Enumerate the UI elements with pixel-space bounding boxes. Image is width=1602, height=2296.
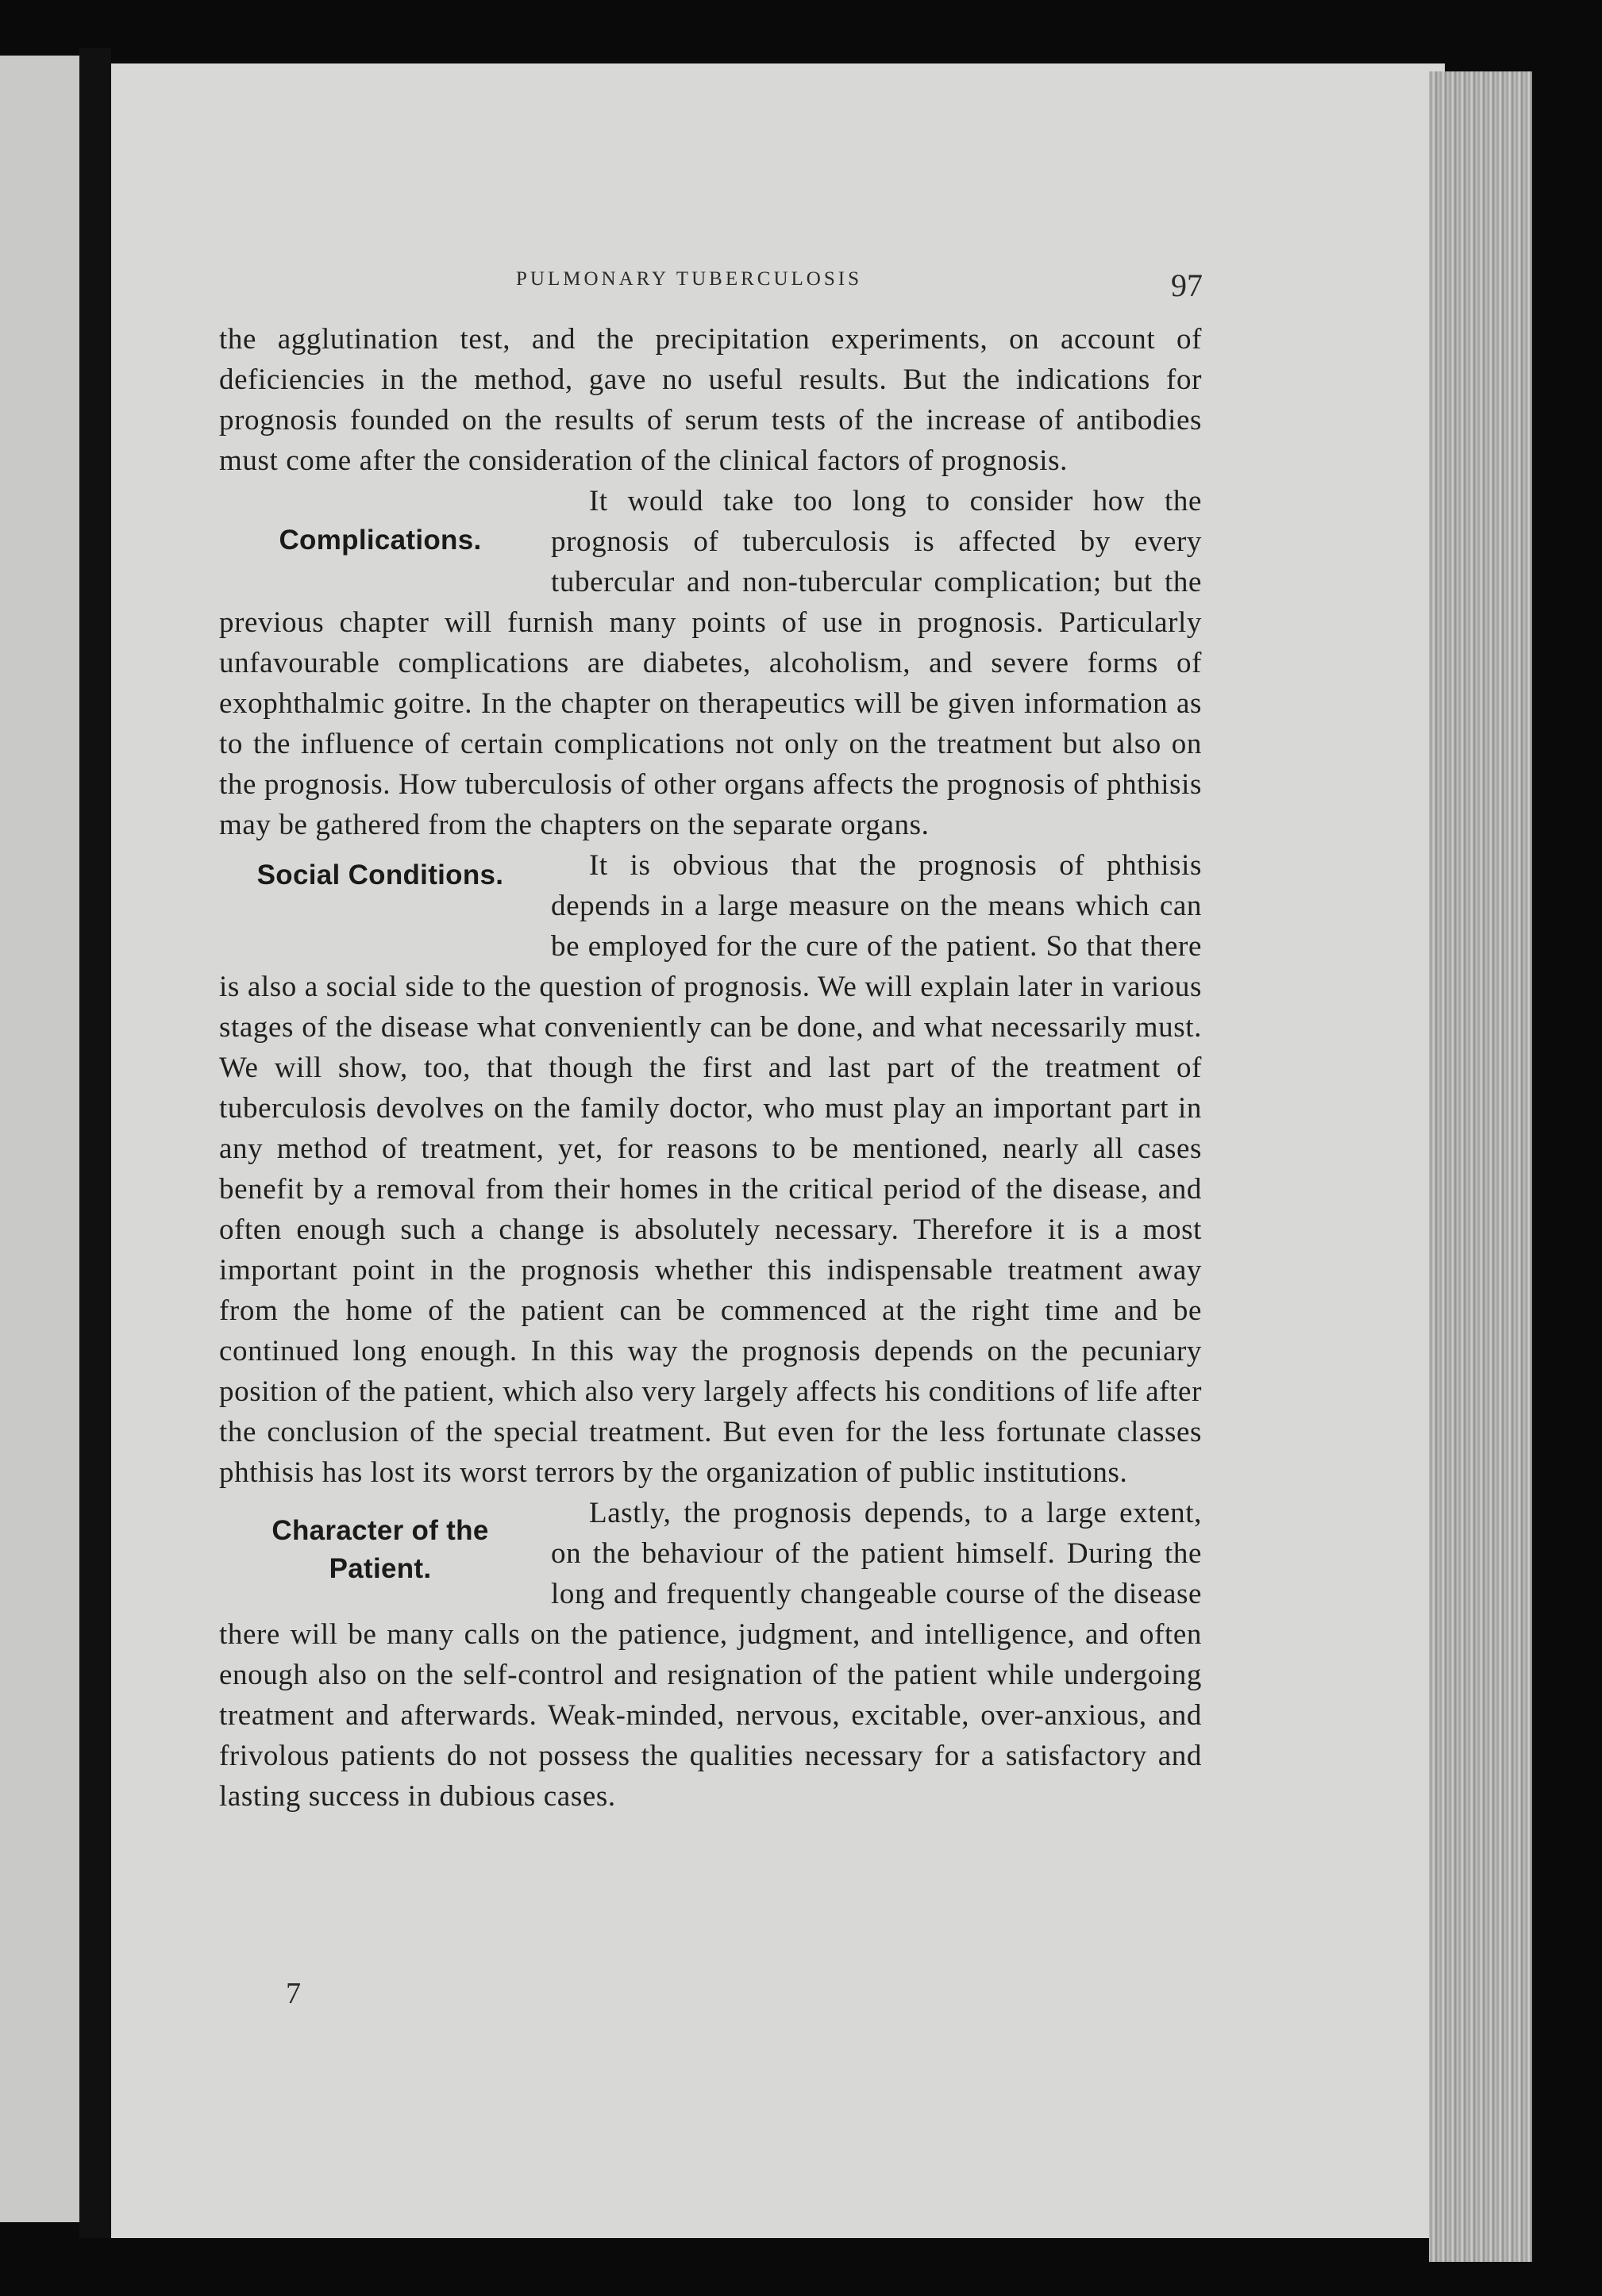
sidehead-character-of-patient: Character of the Patient.: [271, 1515, 489, 1584]
stacked-page-edges: [1429, 71, 1540, 2262]
paragraph-character-of-patient: Lastly, the prognosis depends, to a large extent, on the behaviour of the patient himself. During the long and frequently changeable course of the disease there will be many calls on the patience, judgment, and intelligence, and often enough also on the self-control and resignation of the patient while undergoing treatment and afterwards. Weak-minded, nervous, excitable, over-anxious, and frivolous patients do not possess the qualities necessary for a satisfactory and lasting success in dubious cases.: [219, 1497, 1202, 1813]
body-text: [219, 319, 1202, 1817]
left-page-edge: [0, 56, 86, 2222]
book-cover-edge: [1532, 48, 1602, 2296]
page-number: 97: [1171, 267, 1203, 303]
signature-mark: 7: [286, 1977, 301, 2010]
sidehead-complications: Complications.: [279, 525, 482, 556]
sidehead-social-conditions: Social Conditions.: [256, 860, 504, 890]
paragraph-social-conditions: It is obvious that the prognosis of phthisis depends in a large measure on the means which can be employed for the cure of the patient. So that there is also a social side to the question of prognosis. We will explain later in various stages of the disease what conveniently can be done, and what necessarily must. We will show, too, that though the first and last part of the treatment of tuberculosis devolves on the family doctor, who must play an important part in any method of treatment, yet, for reasons to be mentioned, nearly all cases benefit by a removal from their homes in the critical period of the disease, and often enough such a change is absolutely necessary. Therefore it is a most important point in the prognosis whether this indispensable treatment away from the home of the patient can be commenced at the right time and be continued long enough. In this way the prognosis depends on the pecuniary position of the patient, which also very largely affects his conditions of life after the conclusion of the special treatment. But even for the less fortunate classes phthisis has lost its worst terrors by the organization of public institutions.: [219, 849, 1202, 1489]
running-title: PULMONARY TUBERCULOSIS: [516, 268, 862, 290]
paragraph-complications: It would take too long to consider how the prognosis of tuberculosis is affected by every tubercular and non-tubercular complication; but the previous chapter will furnish many points of use in prognosis. Particularly unfavourable complications are diabetes, alcoholism, and severe forms of exophthalmic goitre. In the chapter on therapeutics will be given information as to the influence of certain complications not only on the treatment but also on the prognosis. How tuberculosis of other organs affects the prognosis of phthisis may be gathered from the chapters on the separate organs.: [219, 485, 1202, 841]
book-gutter: [79, 48, 111, 2238]
paragraph-continuation: the agglutination test, and the precipitation experiments, on account of deficiencies in the method, gave no useful results. But the indications for prognosis founded on the results of serum tests of the increase of antibodies must come after the consideration of the clinical factors of prognosis.: [219, 323, 1202, 477]
